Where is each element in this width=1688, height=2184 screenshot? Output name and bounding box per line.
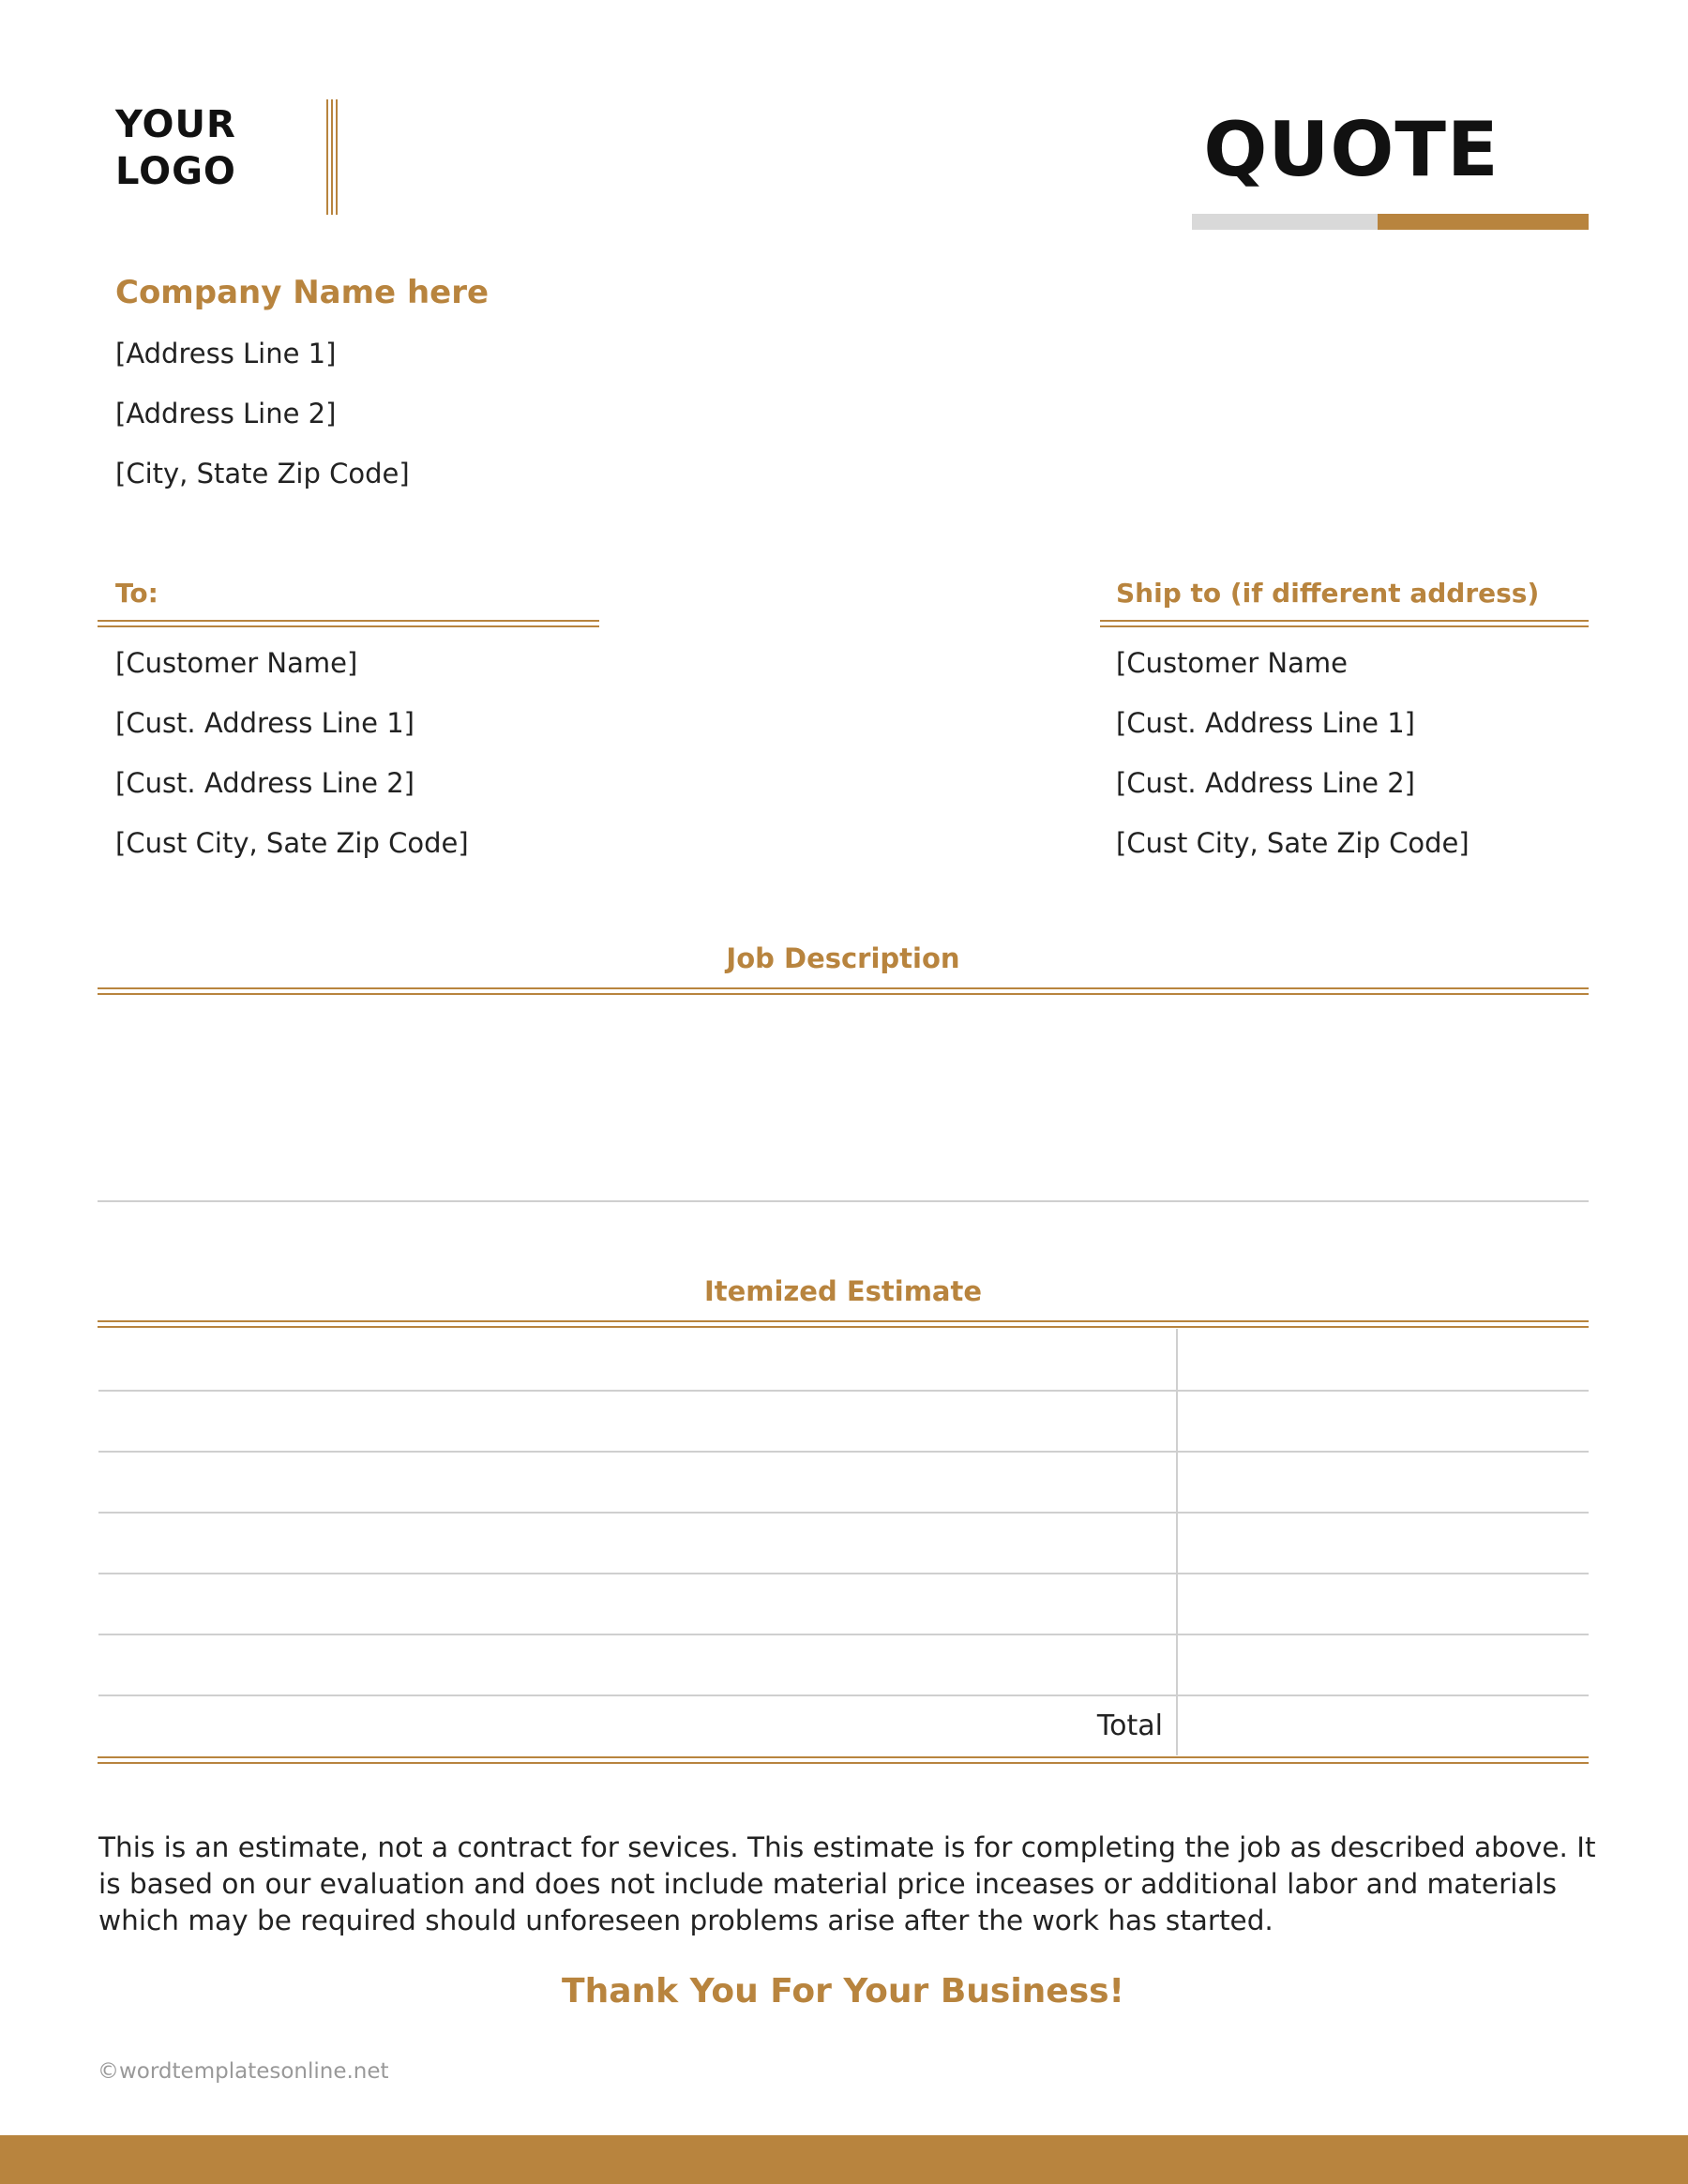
- logo-line-1: YOUR: [115, 103, 236, 146]
- title-underline-grey: [1192, 214, 1378, 230]
- job-description-bottom-line: [98, 1200, 1589, 1202]
- total-label: Total: [1096, 1710, 1163, 1742]
- estimate-row-5-amount[interactable]: [1178, 1574, 1589, 1634]
- to-address-line-1[interactable]: [Cust. Address Line 1]: [115, 707, 414, 739]
- copyright-notice: ©wordtemplatesonline.net: [98, 2059, 389, 2084]
- estimate-row-4-description[interactable]: [98, 1514, 1176, 1573]
- logo: [115, 101, 236, 195]
- itemized-estimate-label: Itemized Estimate: [703, 1275, 983, 1307]
- ship-to-address-line-2[interactable]: [Cust. Address Line 2]: [1116, 767, 1415, 799]
- title-underline-gold: [1378, 214, 1589, 230]
- estimate-row-3-description[interactable]: [98, 1453, 1176, 1512]
- job-description-rule: [98, 987, 1589, 995]
- estimate-row-6-description[interactable]: [98, 1635, 1176, 1694]
- logo-divider: [326, 99, 338, 215]
- to-city-state-zip[interactable]: [Cust City, Sate Zip Code]: [115, 827, 469, 859]
- to-label: To:: [115, 578, 158, 609]
- job-description-area[interactable]: [98, 999, 1589, 1196]
- document-title: QUOTE: [1203, 106, 1500, 193]
- company-address-line-2[interactable]: [Address Line 2]: [115, 398, 337, 429]
- estimate-row-2-amount[interactable]: [1178, 1392, 1589, 1451]
- thank-you-message: Thank You For Your Business!: [562, 1972, 1124, 2011]
- estimate-row-1-description[interactable]: [98, 1329, 1176, 1390]
- estimate-row-6-amount[interactable]: [1178, 1635, 1589, 1694]
- to-address-line-2[interactable]: [Cust. Address Line 2]: [115, 767, 414, 799]
- estimate-row-5-description[interactable]: [98, 1574, 1176, 1634]
- to-rule: [98, 620, 599, 627]
- ship-to-address-line-1[interactable]: [Cust. Address Line 1]: [1116, 707, 1415, 739]
- total-value[interactable]: [1178, 1696, 1589, 1755]
- company-address-line-1[interactable]: [Address Line 1]: [115, 338, 337, 369]
- ship-to-label: Ship to (if different address): [1116, 578, 1540, 609]
- estimate-row-1-amount[interactable]: [1178, 1329, 1589, 1390]
- company-name[interactable]: Company Name here: [115, 274, 490, 311]
- logo-line-2: LOGO: [115, 150, 236, 193]
- estimate-row-4-amount[interactable]: [1178, 1514, 1589, 1573]
- job-description-label: Job Description: [726, 942, 960, 974]
- estimate-row-3-amount[interactable]: [1178, 1453, 1589, 1512]
- estimate-bottom-rule: [98, 1756, 1589, 1764]
- ship-to-city-state-zip[interactable]: [Cust City, Sate Zip Code]: [1116, 827, 1469, 859]
- estimate-row-2-description[interactable]: [98, 1392, 1176, 1451]
- disclaimer-text: This is an estimate, not a contract for sevices. This estimate is for completing the job as described above. It is based on our evaluation and does not include material price inceases or additional labor and materials which may be required should unforeseen problems arise after the work has started.: [98, 1831, 1596, 1936]
- estimate-top-rule: [98, 1320, 1589, 1328]
- ship-to-customer-name[interactable]: [Customer Name: [1116, 647, 1348, 679]
- company-city-state-zip[interactable]: [City, State Zip Code]: [115, 458, 410, 490]
- footer-bar: [0, 2135, 1688, 2184]
- ship-to-rule: [1100, 620, 1589, 627]
- to-customer-name[interactable]: [Customer Name]: [115, 647, 358, 679]
